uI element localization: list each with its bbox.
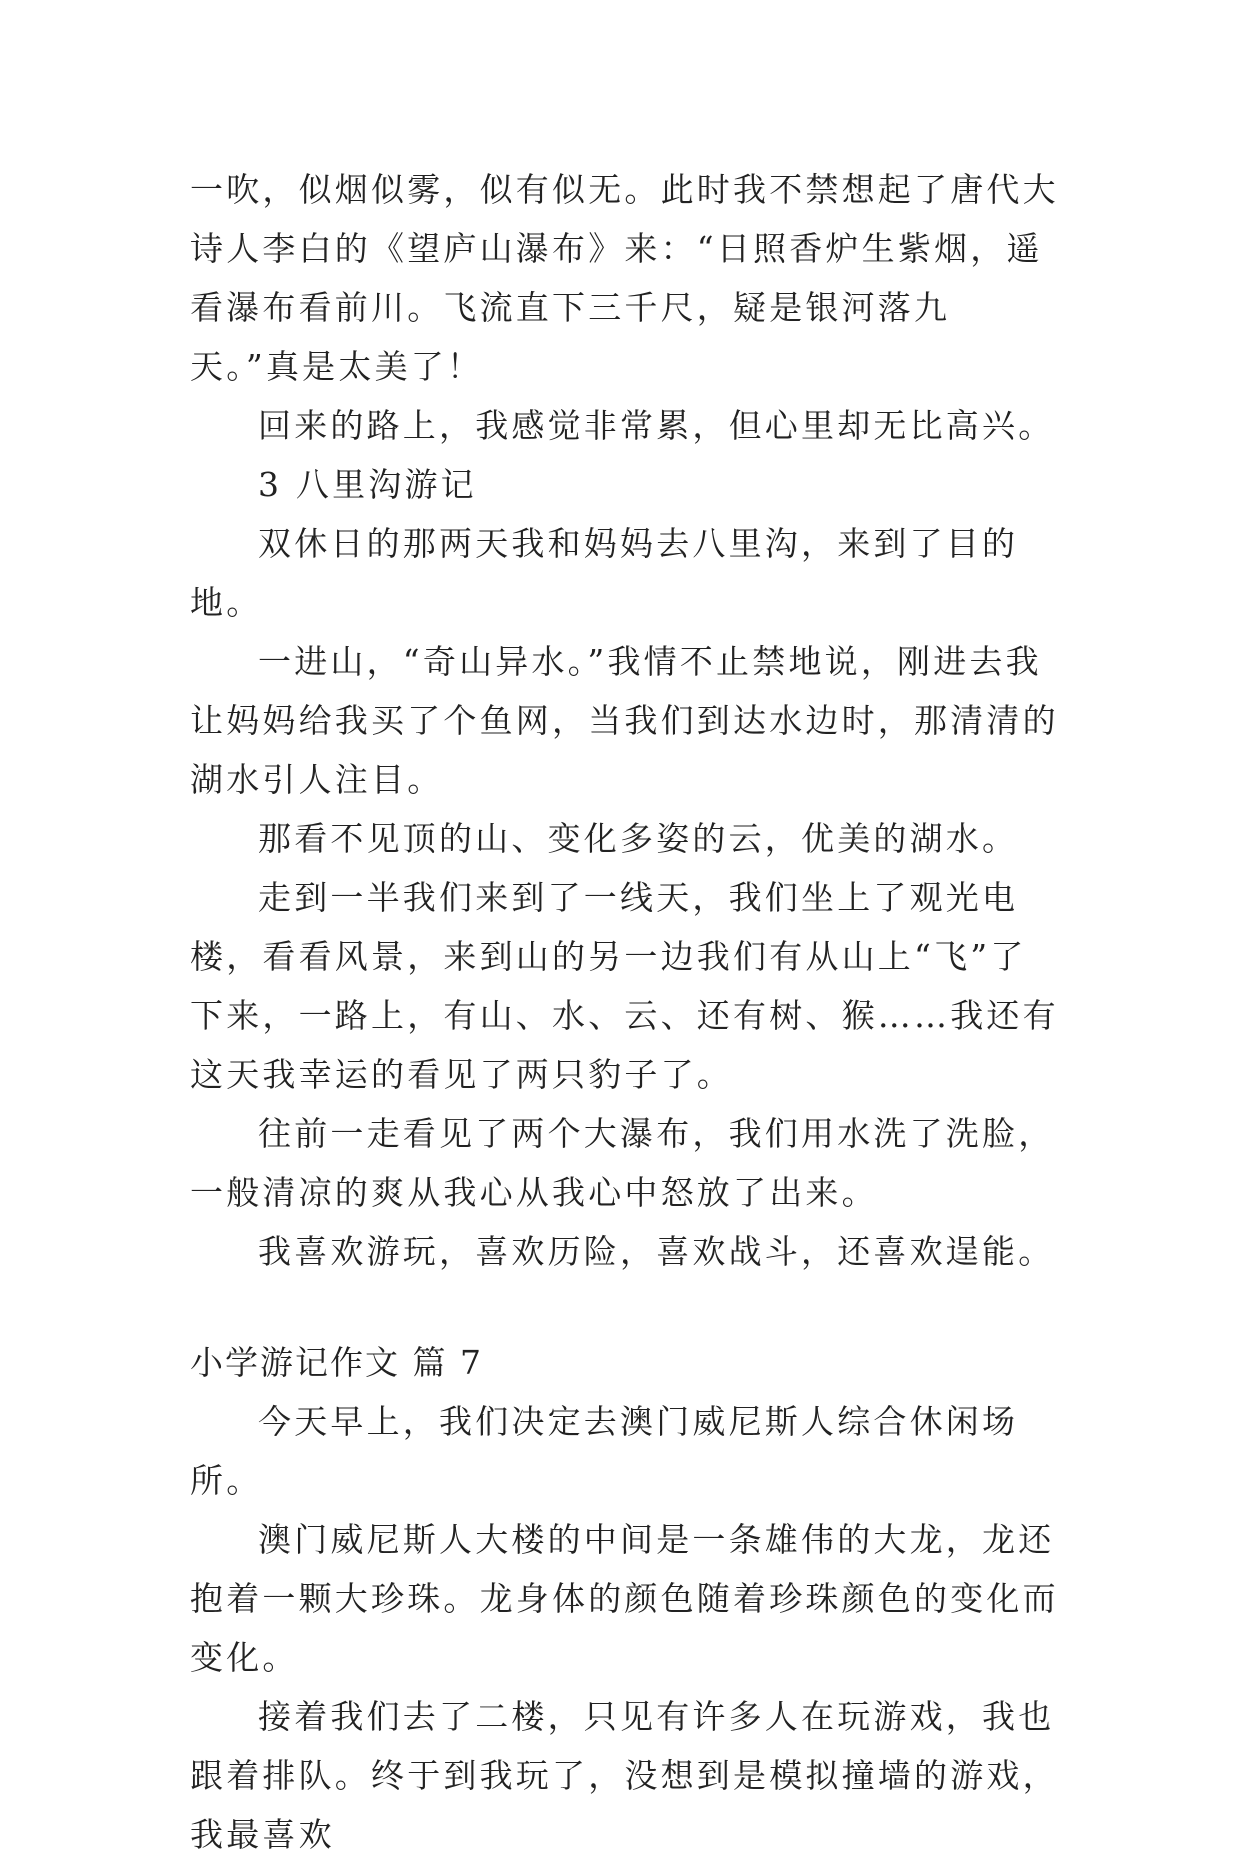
paragraph: 回来的路上，我感觉非常累，但心里却无比高兴。 [258,406,1055,445]
article-body [190,160,1060,1864]
section-spacer [190,1281,1060,1333]
subsection-title: 3 八里沟游记 [258,465,477,504]
paragraph: 今天早上，我们决定去澳门威尼斯人综合休闲场所。 [190,1402,1019,1500]
paragraph: 走到一半我们来到了一线天，我们坐上了观光电楼，看看风景，来到山的另一边我们有从山上“飞”了下来，一路上，有山、水、云、还有树、猴……我还有这天我幸运的看见了两只豹子了。 [190,878,1059,1094]
paragraph: 双休日的那两天我和妈妈去八里沟，来到了目的地。 [190,524,1019,622]
paragraph: 往前一走看见了两个大瀑布，我们用水洗了洗脸，一般清凉的爽从我心从我心中怒放了出来。 [190,1114,1055,1212]
paragraph: 澳门威尼斯人大楼的中间是一条雄伟的大龙，龙还抱着一颗大珍珠。龙身体的颜色随着珍珠颜色的变化而变化。 [190,1520,1059,1677]
section-heading: 小学游记作文 篇 7 [190,1343,483,1382]
paragraph: 接着我们去了二楼，只见有许多人在玩游戏，我也跟着排队。终于到我玩了，没想到是模拟撞墙的游戏，我最喜欢 [190,1697,1059,1854]
paragraph: 一进山，“奇山异水。”我情不止禁地说，刚进去我让妈妈给我买了个鱼网，当我们到达水边时，那清清的湖水引人注目。 [190,642,1059,799]
paragraph: 一吹，似烟似雾，似有似无。此时我不禁想起了唐代大诗人李白的《望庐山瀑布》来：“日照香炉生紫烟，遥看瀑布看前川。飞流直下三千尺，疑是银河落九天。”真是太美了！ [190,170,1059,386]
paragraph: 那看不见顶的山、变化多姿的云，优美的湖水。 [258,819,1019,858]
paragraph: 我喜欢游玩，喜欢历险，喜欢战斗，还喜欢逞能。 [258,1232,1055,1271]
